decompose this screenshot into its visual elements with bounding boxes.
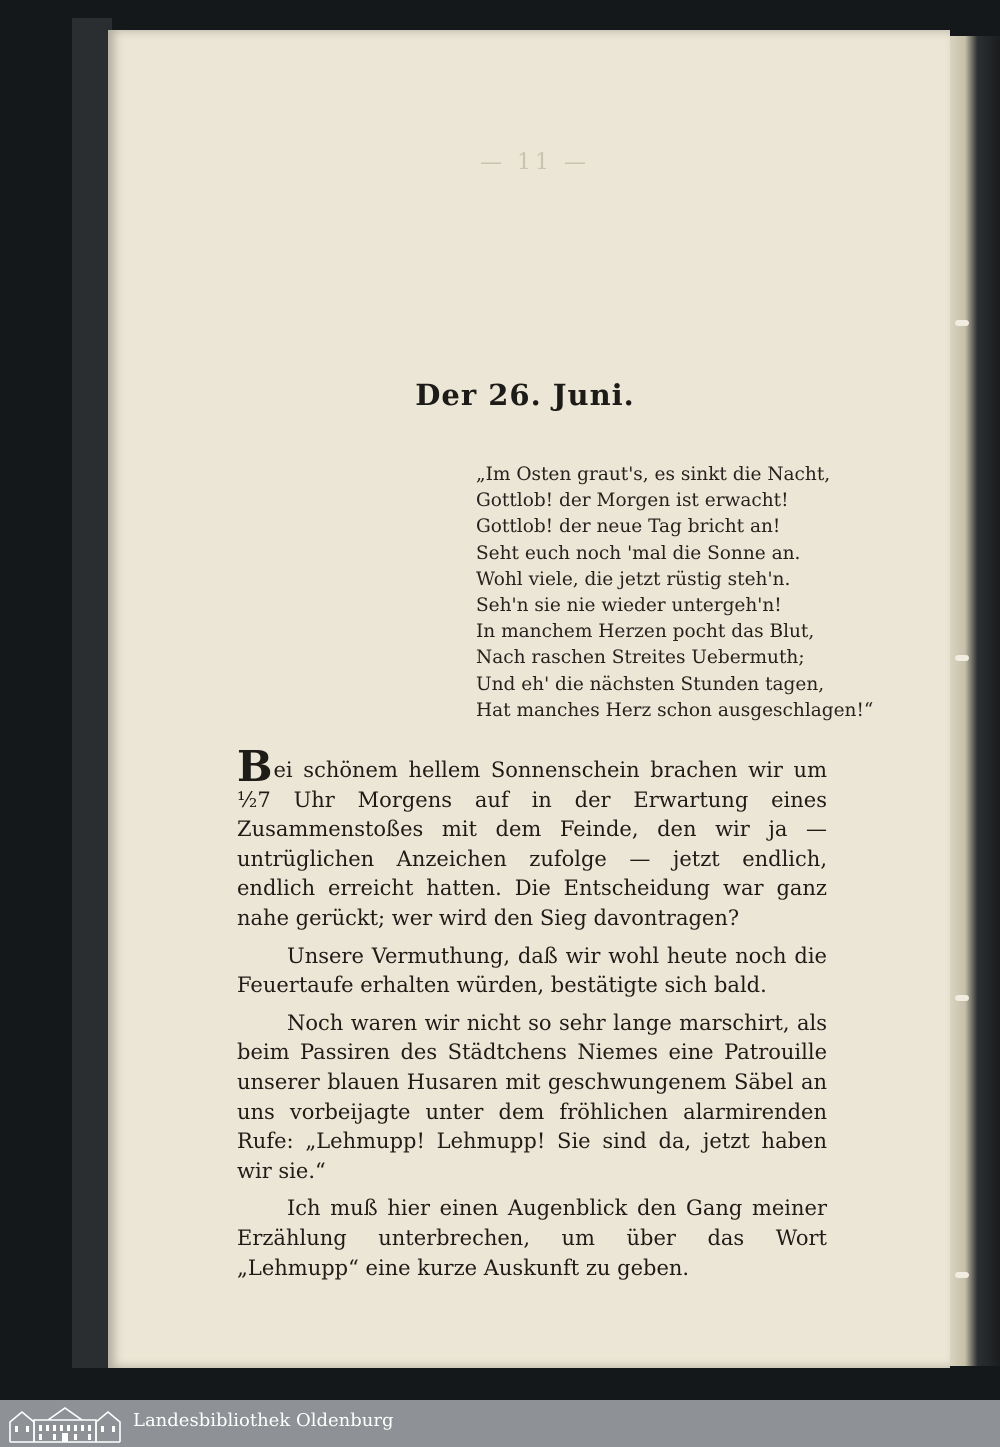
paragraph-text: ei schönem hellem Sonnenschein brachen wir um ½7 Uhr Morgens auf in der Erwartung eines Zusammenstoßes mit dem Feinde, den wir ja — untrüglichen Anzeichen zufolge — jetzt endlich, endlich erreicht hatten. Die Entscheidung war ganz nahe gerückt; wer wird den Sieg davontragen? bbox=[237, 758, 827, 930]
poem-line: Hat manches Herz schon ausgeschlagen!“ bbox=[476, 699, 874, 721]
paragraph: Noch waren wir nicht so sehr lange marschirt, als beim Passiren des Städtchens Niemes eine Patrouille unserer blauen Husaren mit geschwungenem Säbel an uns vorbeijagte unter dem fröhlichen alarmirenden Rufe: „Lehmupp! Lehmupp! Sie sind da, jetzt haben wir sie.“ bbox=[237, 1010, 827, 1183]
poem-line: Gottlob! der neue Tag bricht an! bbox=[476, 516, 781, 538]
book-cover-edge bbox=[72, 18, 112, 1368]
library-building-icon bbox=[8, 1404, 122, 1444]
poem bbox=[476, 462, 874, 724]
poem-line: Und eh' die nächsten Stunden tagen, bbox=[476, 673, 825, 695]
poem-line: Gottlob! der Morgen ist erwacht! bbox=[476, 490, 789, 512]
paragraph bbox=[237, 742, 827, 934]
body-text bbox=[237, 742, 827, 1291]
facing-page-edge bbox=[950, 36, 1000, 1366]
show-through-page-number: — 11 — bbox=[480, 150, 590, 175]
poem-line: Nach raschen Streites Uebermuth; bbox=[476, 647, 805, 669]
footer-institution-name: Landesbibliothek Oldenburg bbox=[133, 1410, 394, 1431]
footer-bar bbox=[0, 1400, 1000, 1447]
poem-line: „Im Osten graut's, es sinkt die Nacht, bbox=[476, 464, 831, 485]
drop-capital: B bbox=[237, 742, 273, 791]
binding-stitch bbox=[955, 995, 969, 1001]
paragraph: Unsere Vermuthung, daß wir wohl heute noch die Feuertaufe erhalten würden, bestätigte sich bald. bbox=[237, 943, 827, 998]
paragraph: Ich muß hier einen Augenblick den Gang meiner Erzählung unterbrechen, um über das Wort „Lehmupp“ eine kurze Auskunft zu geben. bbox=[237, 1196, 827, 1280]
binding-stitch bbox=[955, 1272, 969, 1278]
poem-line: Seh'n sie nie wieder untergeh'n! bbox=[476, 594, 782, 616]
binding-stitch bbox=[955, 320, 969, 326]
binding-stitch bbox=[955, 655, 969, 661]
chapter-title: Der 26. Juni. bbox=[415, 378, 635, 412]
poem-line: Seht euch noch 'mal die Sonne an. bbox=[476, 542, 801, 564]
poem-line: In manchem Herzen pocht das Blut, bbox=[476, 621, 815, 643]
poem-line: Wohl viele, die jetzt rüstig steh'n. bbox=[476, 568, 791, 590]
